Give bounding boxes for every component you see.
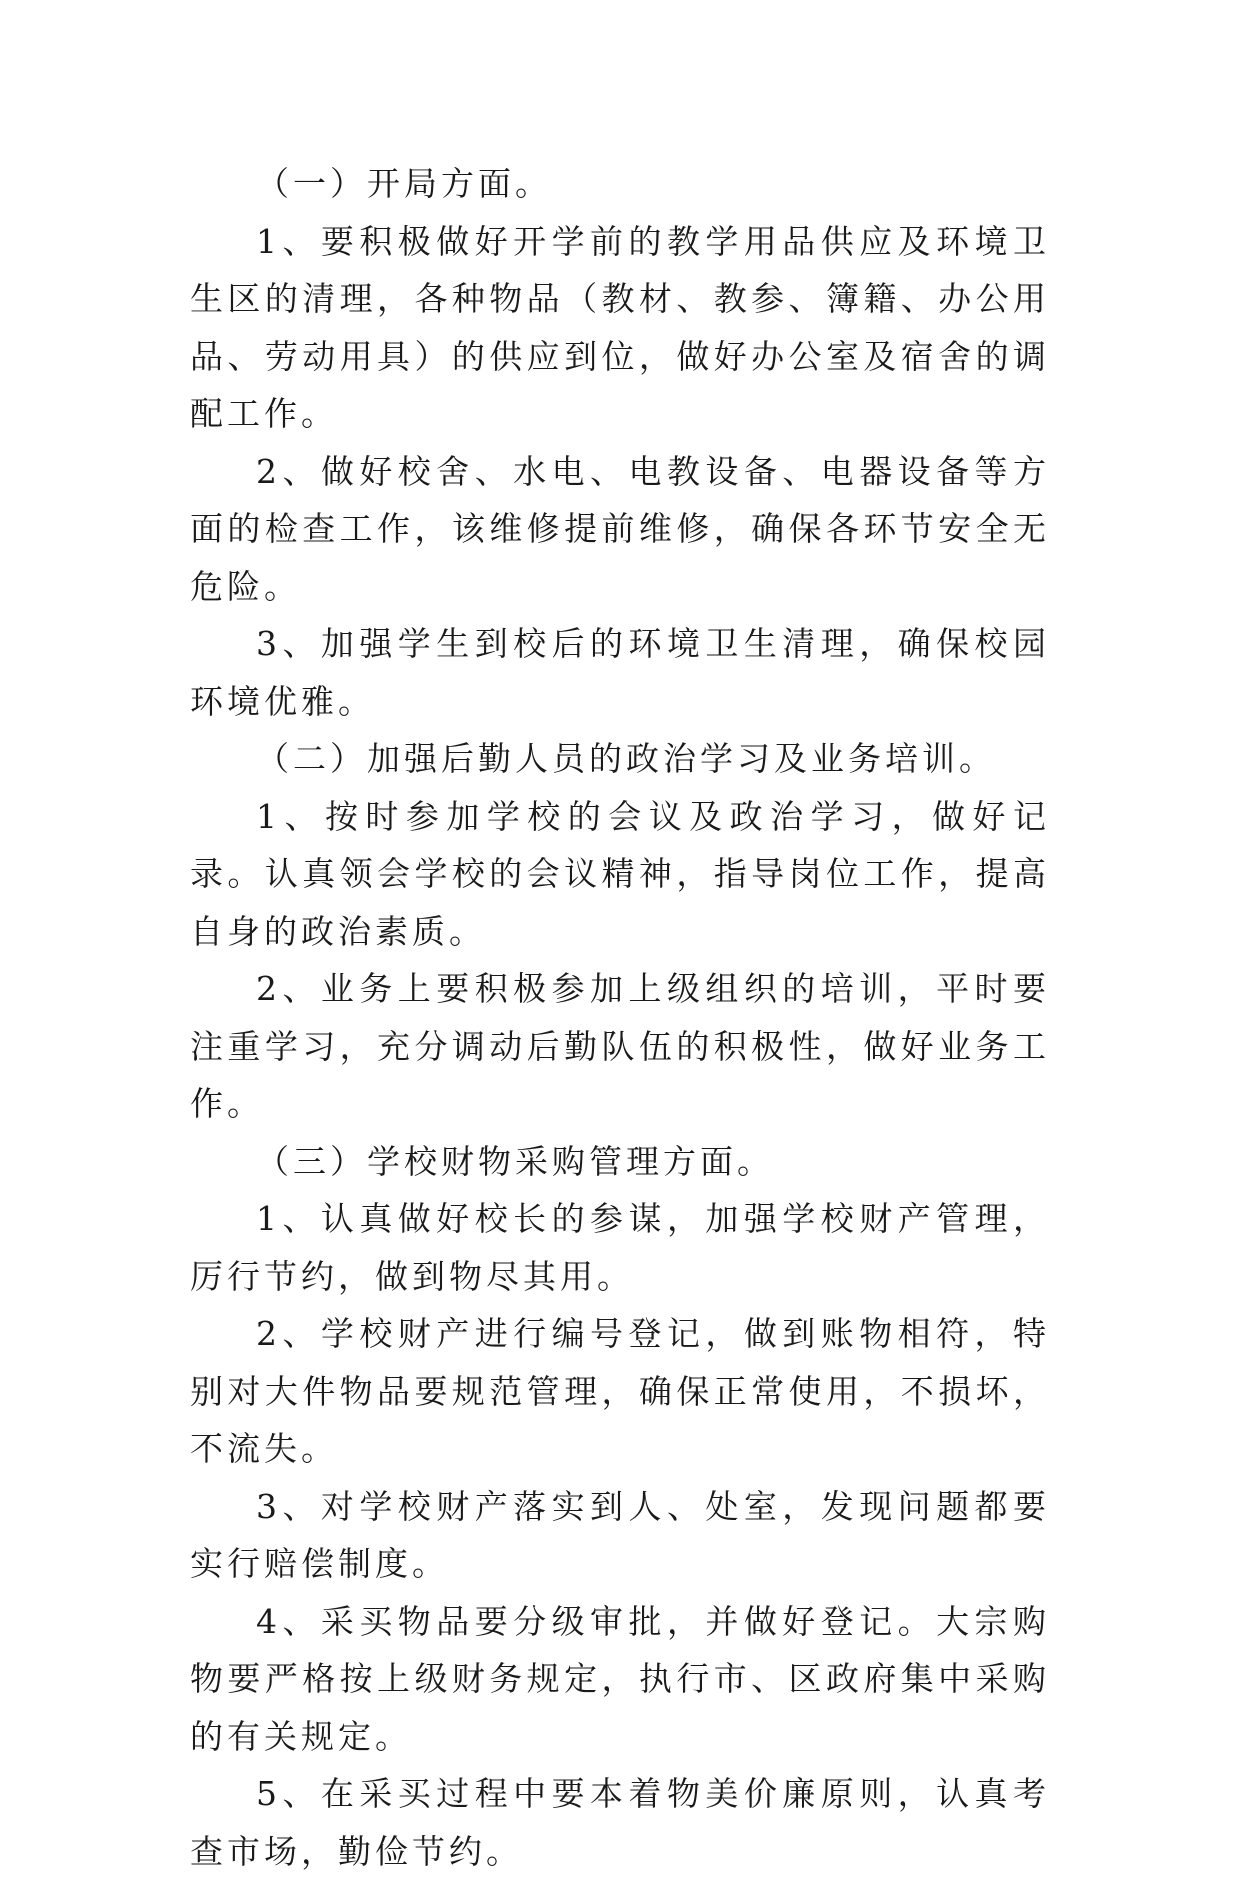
paragraph: 1、认真做好校长的参谋，加强学校财产管理，厉行节约，做到物尽其用。 [190, 1199, 1050, 1296]
paragraph: 2、做好校舍、水电、电教设备、电器设备等方面的检查工作，该维修提前维修，确保各环节安全无危险。 [190, 451, 1050, 606]
paragraph: 2、学校财产进行编号登记，做到账物相符，特别对大件物品要规范管理，确保正常使用，不损坏，不流失。 [190, 1314, 1050, 1468]
section-heading-3: （三）学校财物采购管理方面。 [256, 1141, 774, 1181]
paragraph: 5、在采买过程中要本着物美价廉原则，认真考查市场，勤俭节约。 [190, 1774, 1050, 1871]
paragraph: 4、采买物品要分级审批，并做好登记。大宗购物要严格按上级财务规定，执行市、区政府集中采购的有关规定。 [190, 1601, 1050, 1756]
paragraph: 1、按时参加学校的会议及政治学习，做好记录。认真领会学校的会议精神，指导岗位工作，提高自身的政治素质。 [190, 796, 1050, 951]
document-body [190, 155, 1050, 1880]
section-heading-1: （一）开局方面。 [256, 164, 552, 203]
paragraph: 2、业务上要积极参加上级组织的培训，平时要注重学习，充分调动后勤队伍的积极性，做好业务工作。 [190, 969, 1050, 1123]
paragraph: 3、对学校财产落实到人、处室，发现问题都要实行赔偿制度。 [190, 1486, 1050, 1583]
paragraph: 3、加强学生到校后的环境卫生清理，确保校园环境优雅。 [190, 624, 1050, 721]
paragraph: 1、要积极做好开学前的教学用品供应及环境卫生区的清理，各种物品（教材、教参、簿籍、办公用品、劳动用具）的供应到位，做好办公室及宿舍的调配工作。 [190, 221, 1050, 433]
section-heading-2: （二）加强后勤人员的政治学习及业务培训。 [256, 739, 996, 778]
